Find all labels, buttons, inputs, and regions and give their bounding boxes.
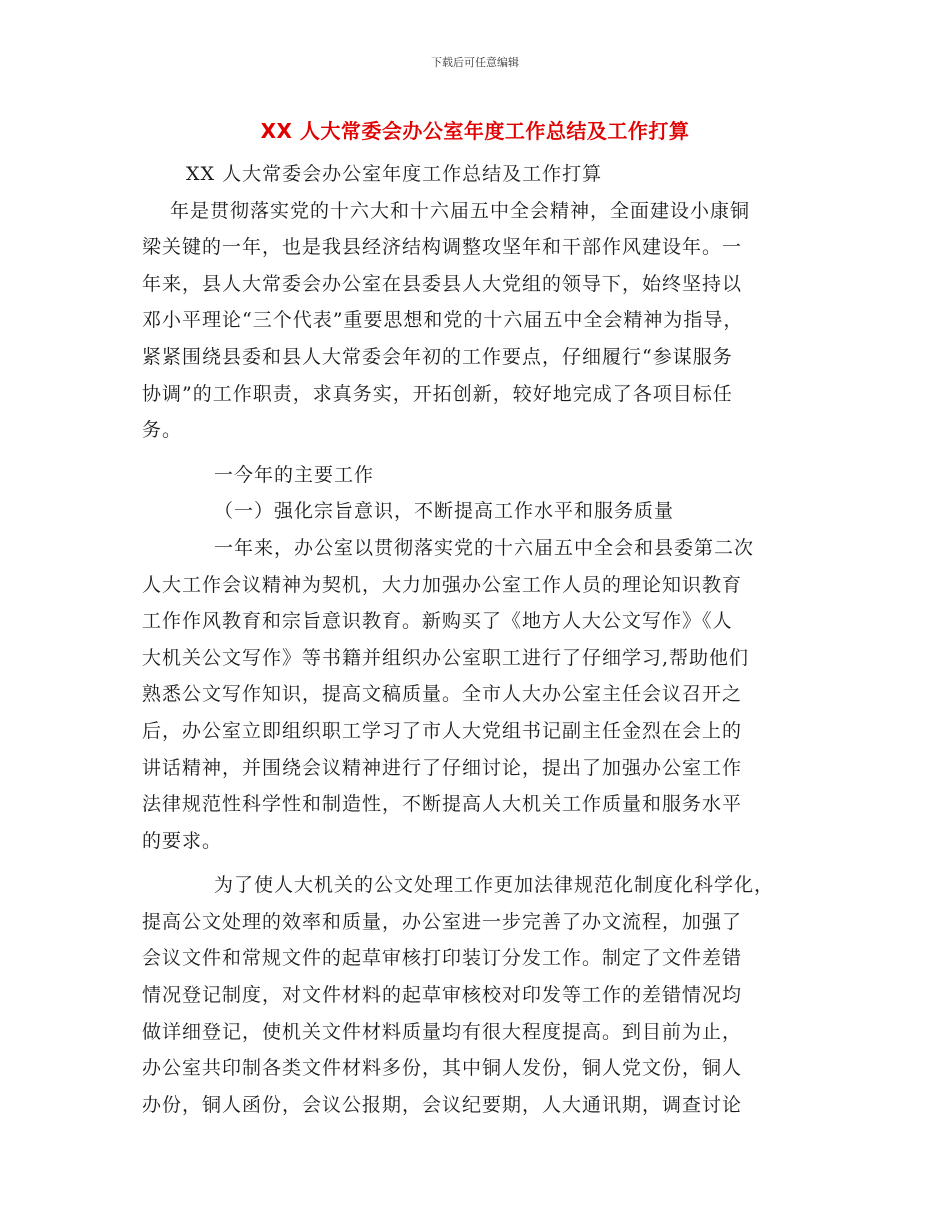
text-line: 邓小平理论“三个代表”重要思想和党的十六届五中全会精神为指导，: [142, 309, 744, 332]
text-line: （一）强化宗旨意识，不断提高工作水平和服务质量: [214, 500, 675, 523]
text-line: 为了使人大机关的公文处理工作更加法律规范化制度化科学化，: [214, 874, 775, 897]
text-line: 办份，铜人函份，会议公报期，会议纪要期，人大通讯期，调查讨论: [142, 1093, 743, 1116]
text-line: 大机关公文写作》等书籍并组织办公室职工进行了仔细学习,帮助他们: [142, 646, 750, 669]
text-line: 一今年的主要工作: [214, 463, 375, 486]
text-line: 年来，县人大常委会办公室在县委县人大党组的领导下，始终坚持以: [142, 272, 743, 295]
text-line: 梁关键的一年，也是我县经济结构调整攻坚年和干部作风建设年。一: [142, 236, 743, 259]
text-line: 协调”的工作职责，求真务实，开拓创新，较好地完成了各项目标任: [142, 382, 733, 405]
header-note: 下载后可任意编辑: [431, 56, 519, 69]
text-line: 讲话精神，并围绕会议精神进行了仔细讨论，提出了加强办公室工作: [142, 756, 743, 779]
document-body: [142, 156, 814, 1123]
text-line: 人大工作会议精神为契机，大力加强办公室工作人员的理论知识教育: [142, 573, 743, 596]
text-line: XX 人大常委会办公室年度工作总结及工作打算: [186, 163, 603, 185]
text-line: 紧紧围绕县委和县人大常委会年初的工作要点，仔细履行“参谋服务: [142, 345, 733, 368]
text-line: 办公室共印制各类文件材料多份，其中铜人发份，铜人党文份，铜人: [142, 1057, 743, 1080]
document-title: XX 人大常委会办公室年度工作总结及工作打算: [260, 119, 690, 143]
text-line: 会议文件和常规文件的起草审核打印装订分发工作。制定了文件差错: [142, 947, 743, 970]
text-line: 法律规范性科学性和制造性，不断提高人大机关工作质量和服务水平: [142, 793, 743, 816]
text-line: 后，办公室立即组织职工学习了市人大党组书记副主任金烈在会上的: [142, 719, 743, 742]
text-line: 务。: [142, 419, 183, 442]
text-line: 熟悉公文写作知识，提高文稿质量。全市人大办公室主任会议召开之: [142, 683, 743, 706]
text-line: 一年来，办公室以贯彻落实党的十六届五中全会和县委第二次: [214, 536, 755, 559]
text-line: 做详细登记，使机关文件材料质量均有很大程度提高。到目前为止，: [142, 1020, 743, 1043]
text-line: 的要求。: [142, 829, 223, 852]
paragraph-gap: [142, 449, 814, 457]
paragraph-gap: [142, 859, 814, 867]
text-line: 情况登记制度，对文件材料的起草审核校对印发等工作的差错情况均: [142, 984, 743, 1007]
text-line: 工作作风教育和宗旨意识教育。新购买了《地方人大公文写作》《人: [142, 610, 733, 633]
text-line: 提高公文处理的效率和质量，办公室进一步完善了办文流程，加强了: [142, 910, 743, 933]
text-line: 年是贯彻落实党的十六大和十六届五中全会精神，全面建设小康铜: [170, 199, 751, 222]
